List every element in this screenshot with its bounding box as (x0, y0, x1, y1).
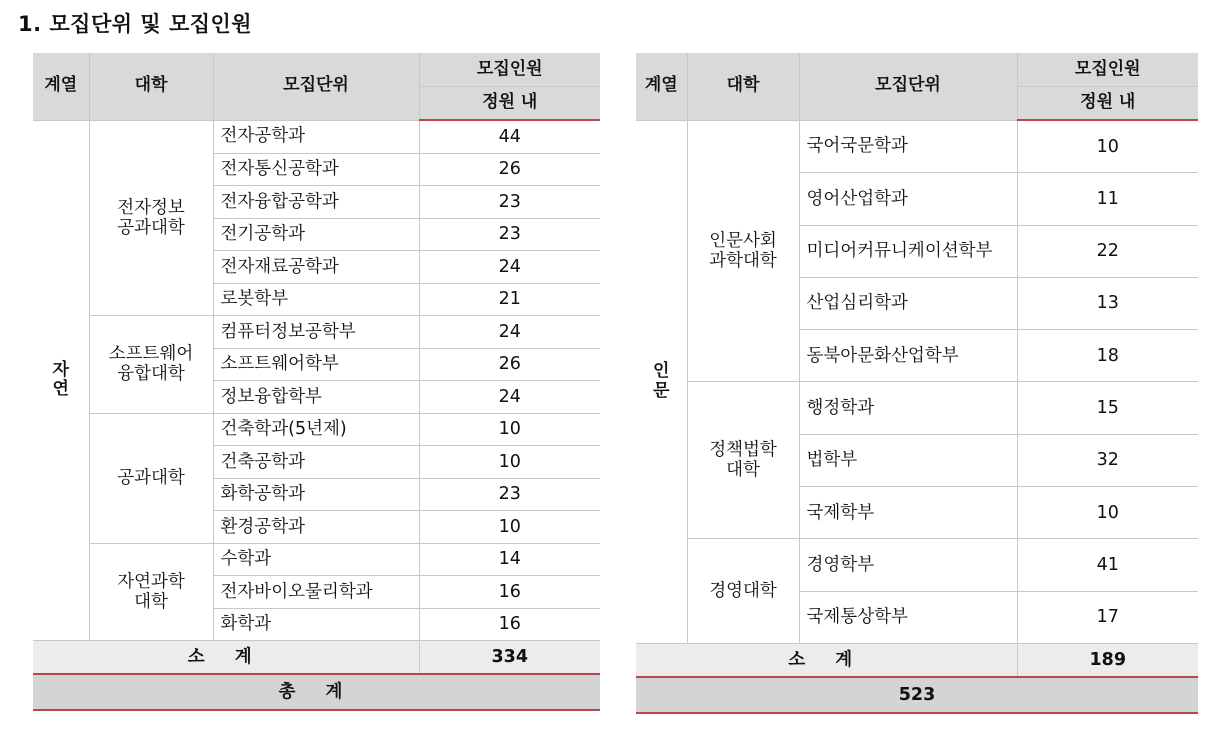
unit-cell: 전자통신공학과 (213, 153, 419, 186)
quota-cell: 14 (419, 543, 600, 576)
college-cell: 경영대학 (687, 539, 799, 644)
quota-cell: 26 (419, 153, 600, 186)
unit-cell: 화학공학과 (213, 478, 419, 511)
quota-cell: 13 (1017, 277, 1198, 329)
header-quota: 모집인원 (419, 53, 600, 87)
quota-cell: 23 (419, 218, 600, 251)
subtotal-row (33, 641, 600, 675)
grand-total-value: 523 (636, 677, 1198, 713)
unit-cell: 동북아문화산업학부 (799, 330, 1017, 382)
table-row (636, 382, 1198, 434)
total-label: 총 계 (33, 674, 600, 710)
quota-cell: 10 (1017, 120, 1198, 173)
quota-cell: 10 (419, 511, 600, 544)
track-cell: 인 문 (636, 120, 687, 643)
quota-cell: 21 (419, 283, 600, 316)
subtotal-value: 189 (1017, 643, 1198, 677)
college-cell: 전자정보 공과대학 (89, 120, 213, 316)
quota-cell: 16 (419, 576, 600, 609)
unit-cell: 전기공학과 (213, 218, 419, 251)
quota-cell: 11 (1017, 173, 1198, 225)
college-cell: 인문사회 과학대학 (687, 120, 799, 382)
unit-cell: 전자바이오물리학과 (213, 576, 419, 609)
unit-cell: 정보융합학부 (213, 381, 419, 414)
college-cell: 소프트웨어 융합대학 (89, 316, 213, 414)
table-row (636, 120, 1198, 173)
unit-cell: 건축학과(5년제) (213, 413, 419, 446)
total-row (33, 674, 600, 710)
unit-cell: 국제학부 (799, 487, 1017, 539)
quota-cell: 32 (1017, 434, 1198, 486)
college-cell: 자연과학 대학 (89, 543, 213, 641)
unit-cell: 전자융합공학과 (213, 186, 419, 219)
unit-cell: 경영학부 (799, 539, 1017, 591)
header-unit: 모집단위 (213, 53, 419, 120)
header-college: 대학 (89, 53, 213, 120)
header-college: 대학 (687, 53, 799, 120)
college-cell: 공과대학 (89, 413, 213, 543)
unit-cell: 전자재료공학과 (213, 251, 419, 284)
quota-cell: 44 (419, 120, 600, 153)
subtotal-label: 소 계 (33, 641, 419, 675)
track-cell: 자 연 (33, 120, 89, 641)
quota-cell: 18 (1017, 330, 1198, 382)
quota-cell: 22 (1017, 225, 1198, 277)
college-cell: 정책법학 대학 (687, 382, 799, 539)
recruitment-table-science (33, 53, 600, 711)
subtotal-value: 334 (419, 641, 600, 675)
unit-cell: 영어산업학과 (799, 173, 1017, 225)
unit-cell: 화학과 (213, 608, 419, 641)
table-row (636, 539, 1198, 591)
unit-cell: 환경공학과 (213, 511, 419, 544)
table-row (33, 543, 600, 576)
quota-cell: 16 (419, 608, 600, 641)
quota-cell: 41 (1017, 539, 1198, 591)
quota-cell: 23 (419, 478, 600, 511)
unit-cell: 법학부 (799, 434, 1017, 486)
page-heading: 1. 모집단위 및 모집인원 (18, 12, 253, 36)
recruitment-table-humanities (636, 53, 1198, 714)
quota-cell: 17 (1017, 591, 1198, 643)
header-quota-sub: 정원 내 (419, 87, 600, 121)
unit-cell: 미디어커뮤니케이션학부 (799, 225, 1017, 277)
header-quota-sub: 정원 내 (1017, 87, 1198, 121)
total-row (636, 677, 1198, 713)
unit-cell: 행정학과 (799, 382, 1017, 434)
quota-cell: 24 (419, 251, 600, 284)
unit-cell: 산업심리학과 (799, 277, 1017, 329)
unit-cell: 로봇학부 (213, 283, 419, 316)
table-row (33, 413, 600, 446)
unit-cell: 컴퓨터정보공학부 (213, 316, 419, 349)
quota-cell: 15 (1017, 382, 1198, 434)
table-row (33, 120, 600, 153)
quota-cell: 10 (419, 446, 600, 479)
quota-cell: 24 (419, 381, 600, 414)
unit-cell: 소프트웨어학부 (213, 348, 419, 381)
unit-cell: 전자공학과 (213, 120, 419, 153)
unit-cell: 건축공학과 (213, 446, 419, 479)
unit-cell: 수학과 (213, 543, 419, 576)
table-row (33, 316, 600, 349)
quota-cell: 26 (419, 348, 600, 381)
subtotal-label: 소 계 (636, 643, 1017, 677)
quota-cell: 10 (419, 413, 600, 446)
subtotal-row (636, 643, 1198, 677)
quota-cell: 24 (419, 316, 600, 349)
header-unit: 모집단위 (799, 53, 1017, 120)
unit-cell: 국어국문학과 (799, 120, 1017, 173)
quota-cell: 10 (1017, 487, 1198, 539)
unit-cell: 국제통상학부 (799, 591, 1017, 643)
header-quota: 모집인원 (1017, 53, 1198, 87)
header-track: 계열 (636, 53, 687, 120)
quota-cell: 23 (419, 186, 600, 219)
header-track: 계열 (33, 53, 89, 120)
